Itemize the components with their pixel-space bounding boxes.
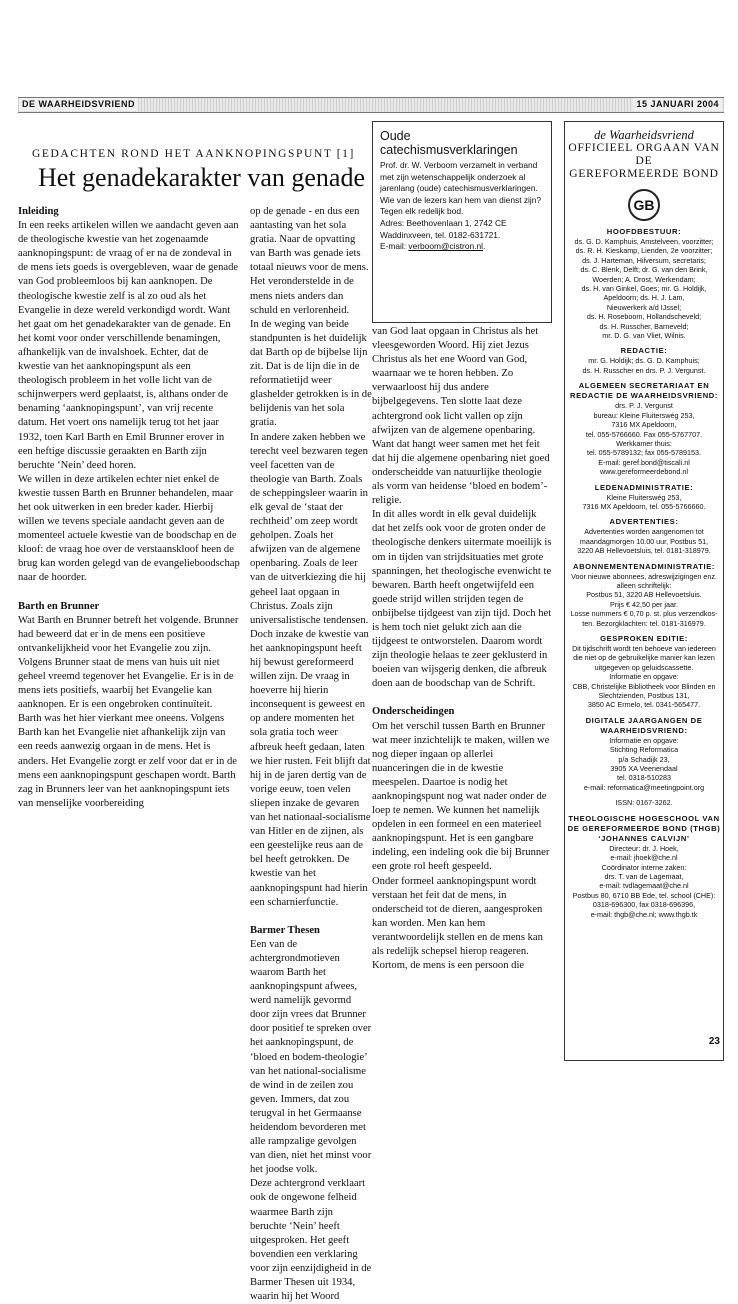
paragraph: In een reeks artikelen willen we aandacht geven aan de theologische kwestie van het zogenaamde aanknopingspunt: de vraag of er na de zondeval in de mens iets goeds is overgebleven, waar de genade van God probleemloos bij kan aanknopen. De theologische kwestie zelf is al zo oud als het Evangelie in deze wereld verkondigd wordt. Want het gaat om het genadekarakter van de genade. En het komt voor onder verschillende benamingen, afhankelijk van de invalshoek. Echter, dat de kwestie van het aanknopingspunt als een theologisch probleem in het volle licht van de schijnwerpers werd geplaatst, is, althans onder de benaming ‘aanknopingspunt’, van vrij recente datum. Het voert ons namelijk terug tot het jaar 1932, toen Karl Barth en Emil Brunner erover in een heftige discussie geraakten en Barth zijn beruchte ‘Nein’ deed horen. — [18, 220, 239, 471]
masthead-line: drs. T. van de Lagemaat, — [604, 871, 684, 881]
paragraph: In de weging van beide standpunten is het duidelijk dat Barth op de bijbelse lijn zit. Dat is de lijn die in de reformatietijd weer glashelder getrokken is in de belijdenis van het sola gratia. — [250, 318, 372, 429]
masthead-line: ds. H. van Ginkel, Goes; mr. G. Holdijk, — [581, 284, 707, 294]
masthead-title: de Waarheidsvriend — [594, 128, 694, 142]
notice-email-line — [380, 241, 546, 253]
masthead-line: tel. 055-5789132; fax 055-5789153. — [587, 448, 701, 458]
notice-address: Adres: Beethovenlaan 1, 2742 CE Waddinxveen, tel. 0182-631721. — [380, 217, 507, 240]
masthead-line: mr. G. Holdijk; ds. G. D. Kamphuis; — [588, 356, 700, 366]
masthead-line: Slechtzienden, Postbus 131, — [598, 691, 690, 701]
notice-text: Prof. dr. W. Verboom verzamelt in verband met zijn wetenschappelijk onderzoek al jarenlang (oude) catechismusverklaringen. Wie van de lezers kan hem van dienst zijn? Tegen elk redelijk bod. — [380, 160, 542, 217]
masthead-line: e-mail: thgb@che.nl; www.thgb.tk — [590, 909, 698, 919]
masthead-line: e-mail: reformatica@meetingpoint.org — [583, 782, 705, 792]
paragraph: Om het verschil tussen Barth en Brunner wat meer inzichtelijk te maken, willen we nog dieper ingaan op allerlei nuanceringen die in de kwestie meespelen. Daartoe is nodig het aanknopingspunt nog wat nader onder de loep te nemen. We kunnen het namelijk opdelen in een formeel en een materieel aanknopingspunt. Het is een gangbare indeling, een indeling ook die bij Brunner een grote rol heeft gespeeld. — [372, 720, 550, 873]
paragraph: Barth was het hier vierkant mee oneens. Volgens Barth kan het Evangelie niet afhankelijk zijn van een reeds aanwezig orgaan in de mens. Het is anders. Het Evangelie zorgt er zelf voor dat er in de mens een aanknopingspunt geschapen wordt. Barth zag in Brunners leer van het aanknopingspunt iets van menselijke voorbereiding — [18, 713, 237, 809]
catechism-notice-box — [372, 121, 552, 323]
masthead-line: Woerden; A. Drost, Werkendam; — [592, 274, 696, 284]
masthead-line: ds. H. Russcher, Barneveld; — [599, 321, 689, 331]
paragraph: In dit alles wordt in elk geval duidelijk dat het zelfs ook voor de groten onder de theologische denkers uitermate moeilijk is om in tijden van strijdsituaties met grote spanningen, het theologische evenwicht te bewaren. Barth heeft ongetwijfeld een goede strijd willen strijden tegen de onbijbelse tijdgeest van zijn tijd. Doch het is hem toch niet gelukt zich aan die tijdgeest te ontworstelen. Daarom wordt zijn theologie helaas te zeer geklusterd in boeien van wijsgerig denken, die afbreuk doen aan de boodschap van de Schrift. — [372, 509, 552, 690]
bond-logo-text: GB — [633, 197, 655, 213]
masthead-line: Losse nummers € 0,70 p. st. plus verzendkos- — [570, 609, 718, 619]
masthead-line: 7316 MX Apeldoorn, tel. 055-5766660. — [582, 501, 706, 511]
masthead-section-heading: REDACTIE: — [620, 346, 668, 356]
masthead-section-heading: ADVERTENTIES: — [609, 517, 679, 527]
paragraph: Deze achtergrond verklaart ook de ongewone felheid waarmee Barth zijn beruchte ‘Nein’ heeft uitgesproken. Het geeft bovendien een verklaring voor zijn eenzijdigheid in de Barmer Thesen uit 1934, waarin hij het Woord — [250, 1178, 372, 1303]
masthead-section-heading: HOOFDBESTUUR: — [606, 227, 682, 236]
masthead-line: Coördinator interne zaken: — [601, 862, 687, 872]
masthead-line: ds. R. H. Kieskamp, Lienden, 2e voorzitter; — [575, 246, 713, 256]
paragraph: Onder formeel aanknopingspunt wordt verstaan het feit dat de mens, in onderscheid tot de dieren, aangesproken kan worden. Men kan hem verantwoordelijk stellen en de mens kan als redelijk schepsel hierop reageren. Kortom, de mens is een persoon die — [372, 875, 543, 972]
masthead-line: mr. D. G. van Vliet, Wilnis. — [602, 331, 686, 341]
masthead-line: 7316 MX Apeldoorn, — [611, 420, 677, 430]
paragraph: We willen in deze artikelen echter niet enkel de kwestie tussen Barth en Brunner behandelen, maar het ook uitwerken in een breder kader. Hierbij willen we tevens speciale aandacht geven aan de momenteel actuele kwestie van de boodschap en de kloof: de vraag hoe over de verstaanskloof heen de brug kan worden gelegd van de evangelieboodschap naar de hoorder. — [18, 473, 240, 584]
notice-title — [380, 129, 518, 157]
article-kicker: GEDACHTEN ROND HET AANKNOPINGSPUNT [1] — [32, 148, 355, 160]
masthead-line: p/a Schadijk 23, — [618, 754, 670, 764]
masthead-line: Informatie en opgave: — [609, 672, 679, 682]
masthead-line: bureau: Kleine Fluiterswég 253, — [593, 410, 695, 420]
section-heading: Barth en Brunner — [18, 600, 100, 612]
masthead-line: ISSN: 0167-3262. — [615, 798, 673, 808]
masthead-line: Stichting Reformatica — [609, 745, 679, 755]
masthead-line: ds. J. Harteman, Hilversum, secretaris; — [582, 255, 706, 265]
paragraph: op de genade - en dus een aantasting van het sola gratia. Naar de opvatting van Barth was genade iets totaal nieuws voor de mens. Het veronderstelde in de mens niets anders dan schuld en verlorenheid. — [250, 206, 369, 316]
masthead-line: alleen schriftelijk: — [616, 580, 672, 590]
notice-email-suffix: . — [483, 241, 486, 252]
notice-body — [380, 160, 546, 253]
masthead-section-heading: ABONNEMENTENADMINISTRATIE: — [572, 561, 716, 571]
masthead-subtitle-1: OFFICIEEL ORGAAN VAN DE — [568, 142, 720, 167]
masthead-line: ten. Bezorgklachten: tel. 0181-316979. — [582, 618, 706, 628]
masthead-line: E-mail: geref.bond@tiscali.nl — [598, 457, 690, 467]
masthead-line: CBB, Christelijke Bibliotheek voor Blinden en — [572, 681, 716, 691]
masthead-subtitle-2: GEREFORMEERDE BOND — [569, 168, 719, 180]
masthead-line: Dit tijdschrift wordt ten behoeve van iedereen — [572, 644, 716, 653]
notice-email-link[interactable]: verboom@cistron.nl — [408, 241, 483, 252]
masthead-line: maandagmorgen 10.00 uur, Postbus 51, — [579, 536, 709, 546]
notice-title-line-1: Oude — [380, 129, 411, 143]
masthead-line: Informatie en opgave: — [609, 735, 679, 745]
masthead-line: die niet op de gebruikelijke manier kan lezen — [573, 653, 715, 663]
masthead-section-heading: LEDENADMINISTRATIE: — [594, 482, 694, 492]
section-heading: Onderscheidingen — [372, 706, 455, 718]
paragraph-gap — [250, 910, 372, 924]
masthead-line: e-mail: tvdlagemaat@che.nl — [599, 881, 689, 891]
article-column-1 — [18, 205, 240, 811]
paragraph: van God laat opgaan in Christus als het vleesgeworden Woord. Hij ziet Jezus Christus als het ene Woord van God, waarnaar we te horen hebben. Zo verwaarloost hij dus andere bijbelgegevens. Ten slotte laat deze achtergrond ook licht vallen op zijn afwijzen van de algemene openbaring. Want dat hangt weer samen met het feit dat hij die algemene openbaring niet goed onderscheidde van natuurlijke theologie als vorm van heidense ‘bloed en bodem’-religie. — [372, 326, 550, 507]
notice-email-label: E-mail: — [380, 241, 409, 252]
masthead-sidebar — [564, 121, 724, 1061]
paragraph-gap — [372, 691, 552, 705]
masthead-line: 3220 AB Hellevoetsluis, tel. 0181-318979. — [577, 546, 711, 556]
masthead-line: tel. 055-5766660. Fax 055-5767707. — [585, 429, 703, 439]
paragraph-gap — [18, 586, 240, 600]
masthead-line: www.gereformeerdebond.nl — [600, 467, 688, 477]
journal-name: DE WAARHEIDSVRIEND — [19, 98, 138, 111]
article-title: Het genadekarakter van genade — [38, 163, 365, 192]
masthead-line: 3850 AC Ermelo, tel. 0341-565477. — [587, 700, 701, 710]
bond-logo-icon — [628, 189, 660, 221]
issue-date: 15 JANUARI 2004 — [633, 98, 722, 111]
masthead-line: Advertenties worden aangenomen tot — [584, 527, 704, 537]
masthead-line: Postbus 51, 3220 AB Hellevoetsluis. — [586, 590, 702, 600]
masthead-line: ds. C. Blenk, Delft; dr. G. van den Brink, — [580, 265, 708, 275]
page-number: 23 — [708, 1036, 720, 1047]
masthead-section-heading: THEOLOGISCHE HOGESCHOOL VAN DE GEREFORMEERDE BOND (THGB) ‘JOHANNES CALVIJN’ — [567, 813, 721, 843]
masthead-line: ds. H. Russcher en drs. P. J. Vergunst. — [582, 365, 706, 375]
article-column-2 — [250, 205, 372, 1304]
masthead-line: Kleine Fluiterswég 253, — [606, 492, 682, 502]
masthead-sections — [565, 227, 723, 919]
masthead-line: Werkkamer thuis: — [616, 438, 672, 448]
masthead-line: Nieuwerkerk a/d IJssel; — [606, 302, 682, 312]
masthead-line: Prijs € 42,50 per jaar. — [610, 599, 678, 609]
notice-title-line-2: catechismusverklaringen — [380, 143, 518, 157]
masthead-section-heading: ALGEMEEN SECRETARIAAT EN REDACTIE DE WAARHEIDSVRIEND: — [569, 381, 718, 401]
masthead-section-heading: DIGITALE JAARGANGEN DE WAARHEIDSVRIEND: — [585, 715, 703, 735]
section-heading: Barmer Thesen — [250, 924, 320, 936]
section-heading: Inleiding — [18, 206, 59, 217]
paragraph: In andere zaken hebben we terecht veel bezwaren tegen veel facetten van de theologie van Barth. Zoals de scheppingsleer waarin in elk geval de ‘staat der rechtheid’ om zeep wordt geholpen. Zoals het afwijzen van de algemene openbaring. Zoals de leer van de uitverkiezing die hij geheel laat opgaan in Christus. Zoals zijn universalistische tendensen. Doch inzake de kwestie van het aanknopingspunt heeft hij bewust gereformeerd willen zijn. De vraag in hoeverre hij hierin inconsequent is geweest en op andere momenten het sola gratia toch weer afbreuk heeft gedaan, laten we hier rusten. Feit blijft dat hij in de jaren dertig van de vorige eeuw, toen velen sliepen inzake de gevaren van het nationaal-socialisme van Hitler en de zijnen, als een geestelijke reus aan de bel heeft getrokken. De kwestie van het aanknopingspunt had hierin een scharnierfunctie. — [250, 431, 371, 908]
masthead-line: uitgegeven op geluidscassette. — [594, 662, 694, 672]
masthead-line: ds. G. D. Kamphuis, Amstelveen, voorzitter; — [574, 237, 714, 246]
article-column-3 — [372, 325, 552, 973]
masthead-line: drs. P. J. Vergunst — [615, 401, 673, 411]
masthead-line: Directeur: dr. J. Hoek, — [609, 843, 679, 853]
masthead-section-heading: GESPROKEN EDITIE: — [600, 634, 688, 643]
paragraph: Een van de achtergrondmotieven waarom Barth het aanknopingspunt afwees, werd namelijk gevormd door zijn vrees dat Brunner door positief te spreken over het aanknopingspunt, de ‘bloed en bodem-theologie’ van het national-socialisme de wind in de zeilen zou geven. Immers, dat zou terugval in het Germaanse heidendom bevorderen met alle rampzalige gevolgen van dien, niet het minst voor het joodse volk. — [250, 938, 372, 1176]
masthead-line: tel. 0318-510283 — [617, 773, 671, 783]
masthead-line: Postbus 80, 6710 BB Ede, tel. school (CHE): — [572, 890, 716, 900]
masthead-line: e-mail: jhoek@che.nl — [610, 853, 678, 863]
masthead-line: 3905 XA Veenendaal — [610, 764, 678, 774]
masthead-line: Apeldoorn; ds. H. J. Lam, — [603, 293, 685, 303]
masthead-line: ds. H. Roseboom, Hollandscheveld; — [586, 312, 702, 322]
masthead-line: Voor nieuwe abonnees, adreswijzigingen enz. — [571, 571, 717, 581]
paragraph: Wat Barth en Brunner betreft het volgende. Brunner had beweerd dat er in de mens een positieve ontvankelijkheid voor het Evangelie zou zijn. Volgens Brunner staat de mens van huis uit niet geheel vreemd tegenover het Evangelie. Er is in de mens iets positiefs, waarbij het Evangelie kan aanknopen. Er is een ongebroken continuïteit. — [18, 614, 239, 711]
masthead-line: 0318-696300, fax 0318-696396, — [592, 900, 696, 910]
